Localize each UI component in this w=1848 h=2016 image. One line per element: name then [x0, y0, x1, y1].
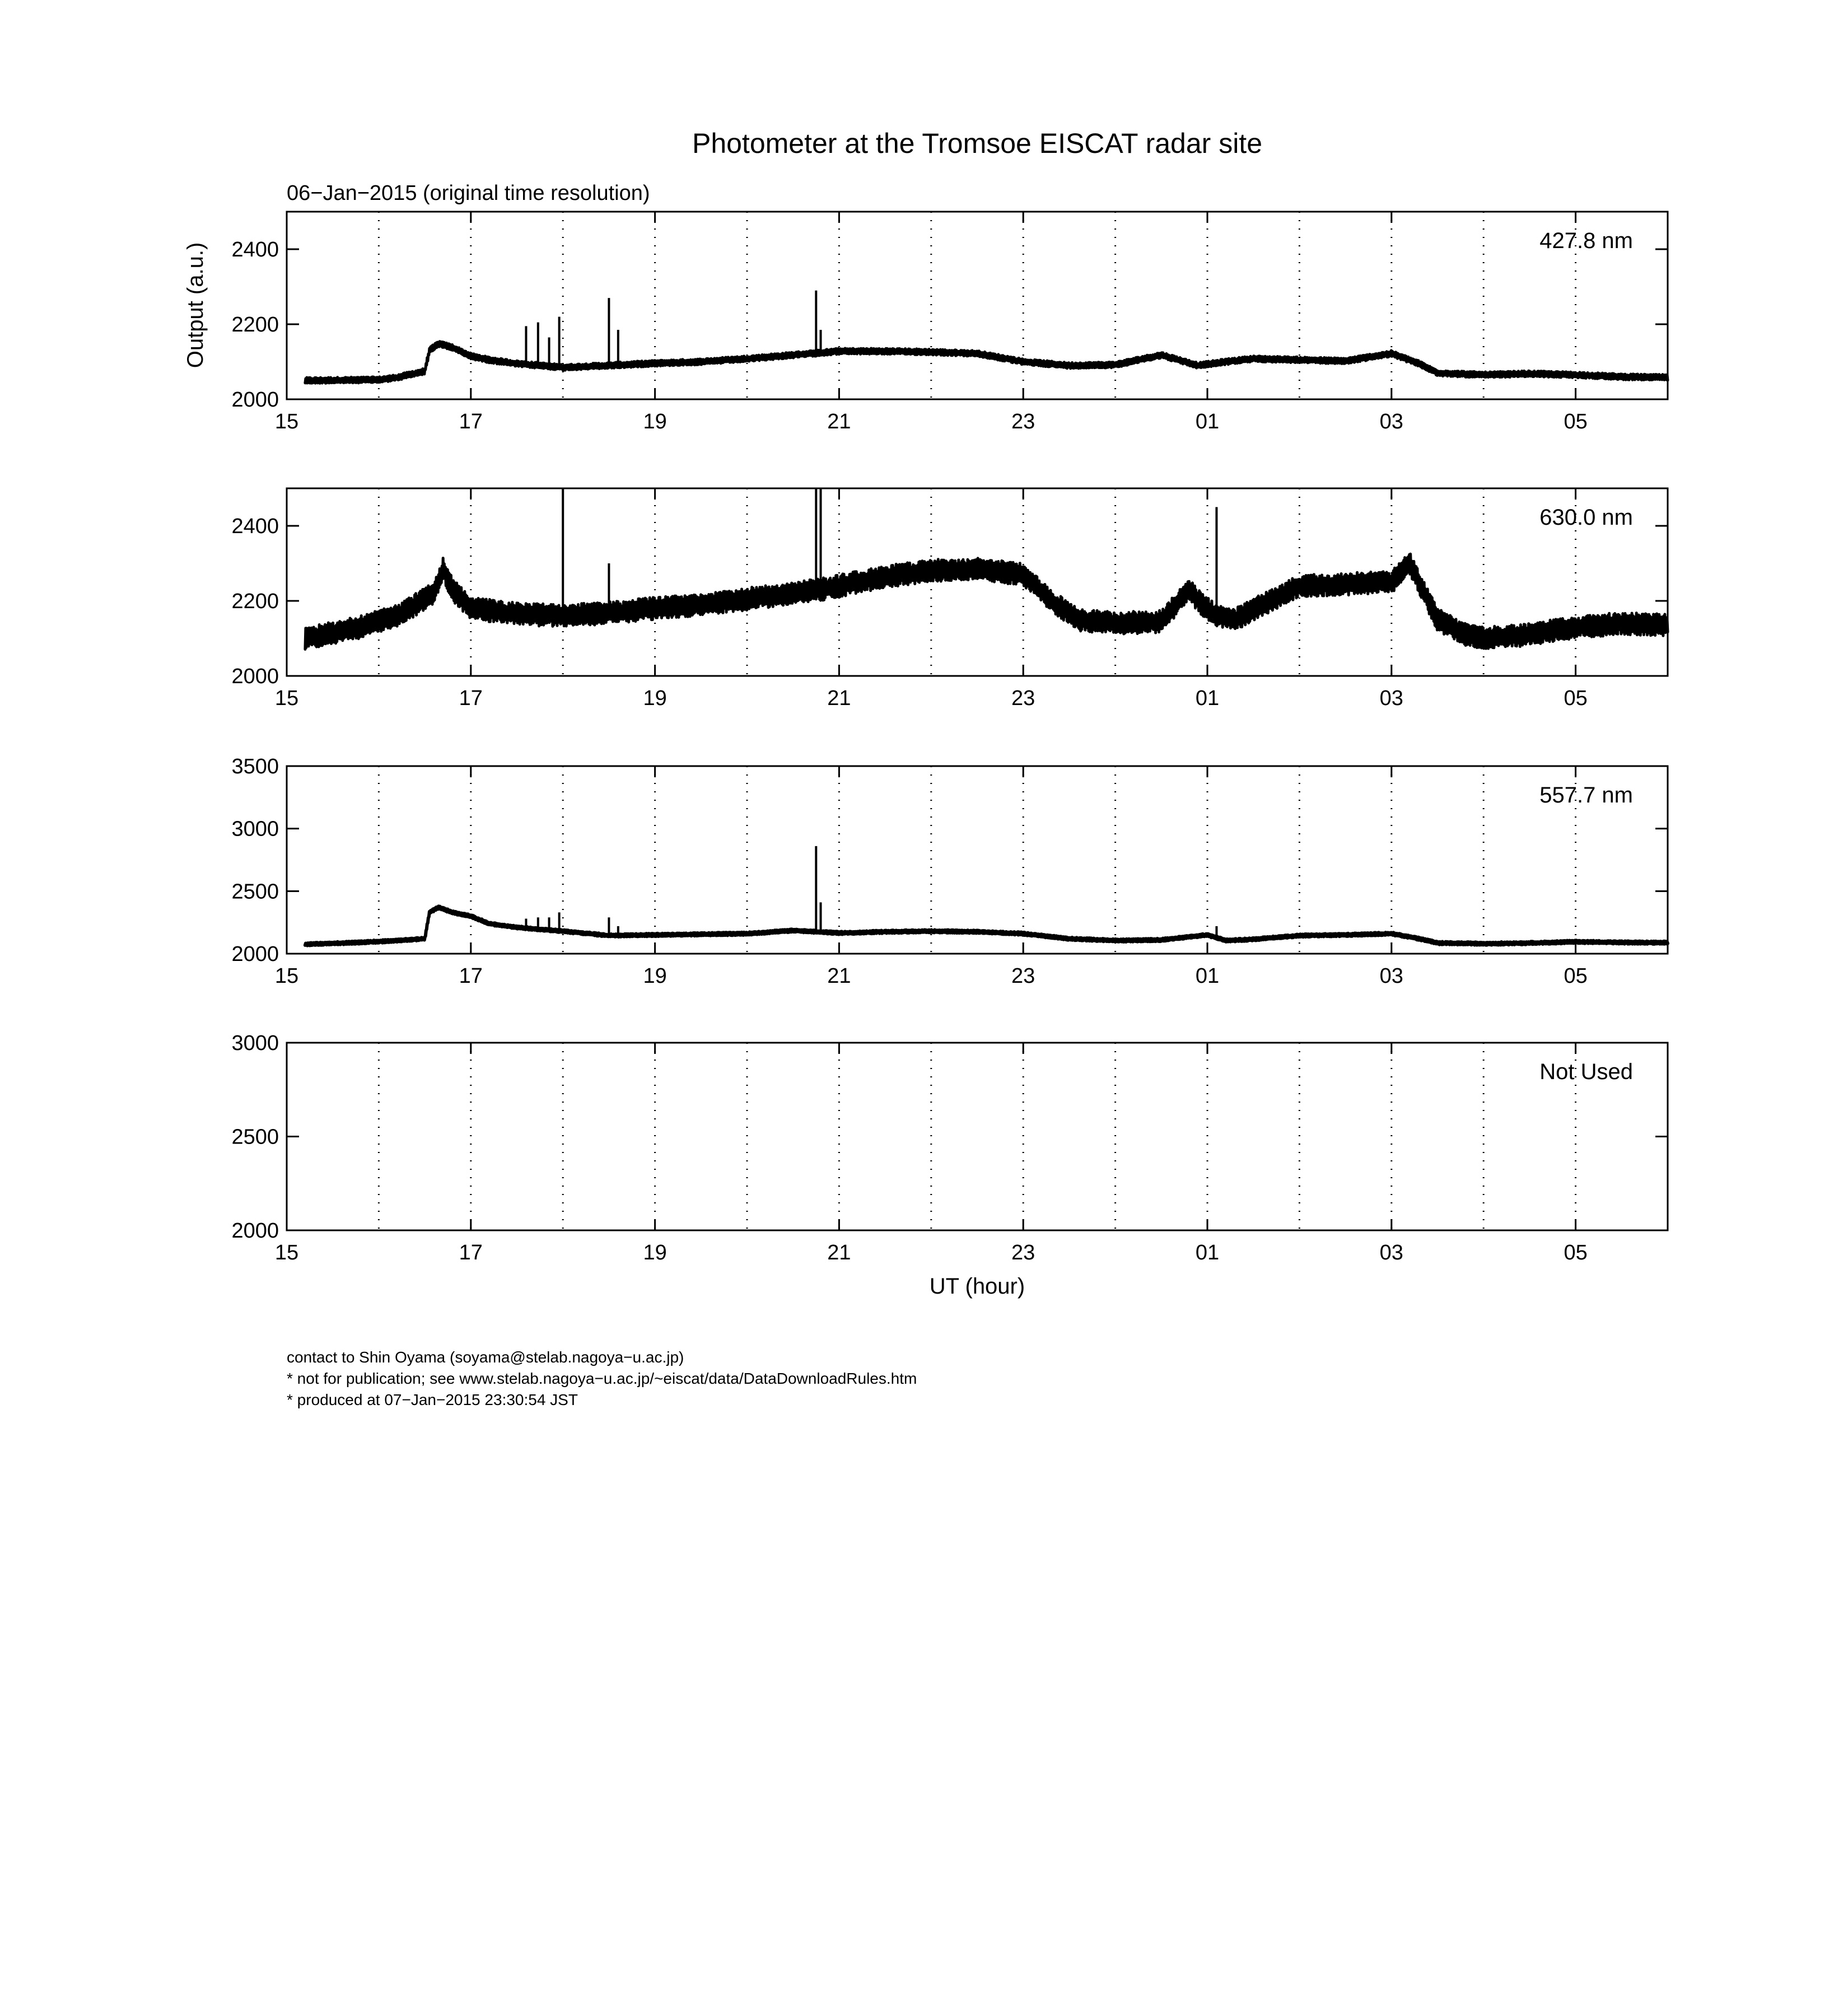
footer-line-1: contact to Shin Oyama (soyama@stelab.nagoya−u.ac.jp) [287, 1348, 684, 1366]
y-tick-label: 3500 [231, 755, 279, 778]
x-tick-label: 05 [1564, 964, 1588, 988]
x-tick-label: 23 [1011, 687, 1035, 710]
x-tick-label: 05 [1564, 687, 1588, 710]
y-tick-label: 2400 [231, 238, 279, 262]
x-tick-label: 21 [827, 687, 851, 710]
footer-line-2: * not for publication; see www.stelab.nagoya−u.ac.jp/~eiscat/data/DataDownloadRules.htm [287, 1370, 917, 1387]
y-tick-label: 2500 [231, 1125, 279, 1149]
x-tick-label: 01 [1195, 1241, 1220, 1264]
panel-label: Not Used [1539, 1060, 1633, 1084]
y-tick-label: 3000 [231, 817, 279, 841]
y-tick-label: 2200 [231, 590, 279, 613]
x-tick-label: 23 [1011, 1241, 1035, 1264]
y-tick-label: 2000 [231, 1219, 279, 1243]
x-tick-label: 17 [459, 964, 483, 988]
x-tick-label: 15 [274, 410, 299, 433]
x-tick-label: 05 [1564, 410, 1588, 433]
x-tick-label: 15 [274, 964, 299, 988]
panel-label: 427.8 nm [1539, 228, 1633, 253]
panel-1 [231, 212, 1668, 433]
y-tick-label: 2500 [231, 880, 279, 904]
x-tick-label: 03 [1379, 964, 1403, 988]
x-tick-label: 03 [1379, 687, 1403, 710]
x-tick-label: 21 [827, 410, 851, 433]
panel-2 [231, 488, 1668, 710]
y-tick-label: 2000 [231, 665, 279, 688]
plot-frame [287, 1043, 1668, 1230]
x-tick-label: 17 [459, 1241, 483, 1264]
x-tick-label: 19 [643, 964, 667, 988]
panel-4 [231, 1032, 1668, 1264]
x-tick-label: 21 [827, 1241, 851, 1264]
y-tick-label: 2000 [231, 388, 279, 412]
series-line [305, 342, 1668, 384]
y-tick-label: 2000 [231, 942, 279, 966]
x-tick-label: 01 [1195, 964, 1220, 988]
x-tick-label: 15 [274, 1241, 299, 1264]
x-tick-label: 01 [1195, 410, 1220, 433]
x-tick-label: 19 [643, 1241, 667, 1264]
x-tick-label: 15 [274, 687, 299, 710]
figure-subtitle: 06−Jan−2015 (original time resolution) [287, 181, 650, 205]
x-tick-label: 01 [1195, 687, 1220, 710]
footer-line-3: * produced at 07−Jan−2015 23:30:54 JST [287, 1391, 578, 1408]
panel-label: 557.7 nm [1539, 783, 1633, 808]
series-line [305, 554, 1668, 649]
panels-group [231, 212, 1668, 1264]
y-tick-label: 3000 [231, 1032, 279, 1055]
figure-title: Photometer at the Tromsoe EISCAT radar site [692, 128, 1263, 159]
x-tick-label: 23 [1011, 410, 1035, 433]
x-tick-label: 03 [1379, 410, 1403, 433]
series-line [305, 906, 1668, 945]
x-tick-label: 19 [643, 410, 667, 433]
y-tick-label: 2400 [231, 515, 279, 538]
plot-frame [287, 488, 1668, 676]
x-tick-label: 17 [459, 410, 483, 433]
x-axis-label: UT (hour) [929, 1274, 1025, 1299]
x-tick-label: 17 [459, 687, 483, 710]
x-tick-label: 03 [1379, 1241, 1403, 1264]
x-tick-label: 23 [1011, 964, 1035, 988]
x-tick-label: 05 [1564, 1241, 1588, 1264]
panel-3 [231, 755, 1668, 988]
y-tick-label: 2200 [231, 313, 279, 337]
x-tick-label: 21 [827, 964, 851, 988]
y-axis-label: Output (a.u.) [183, 242, 208, 368]
panel-label: 630.0 nm [1539, 505, 1633, 530]
x-tick-label: 19 [643, 687, 667, 710]
